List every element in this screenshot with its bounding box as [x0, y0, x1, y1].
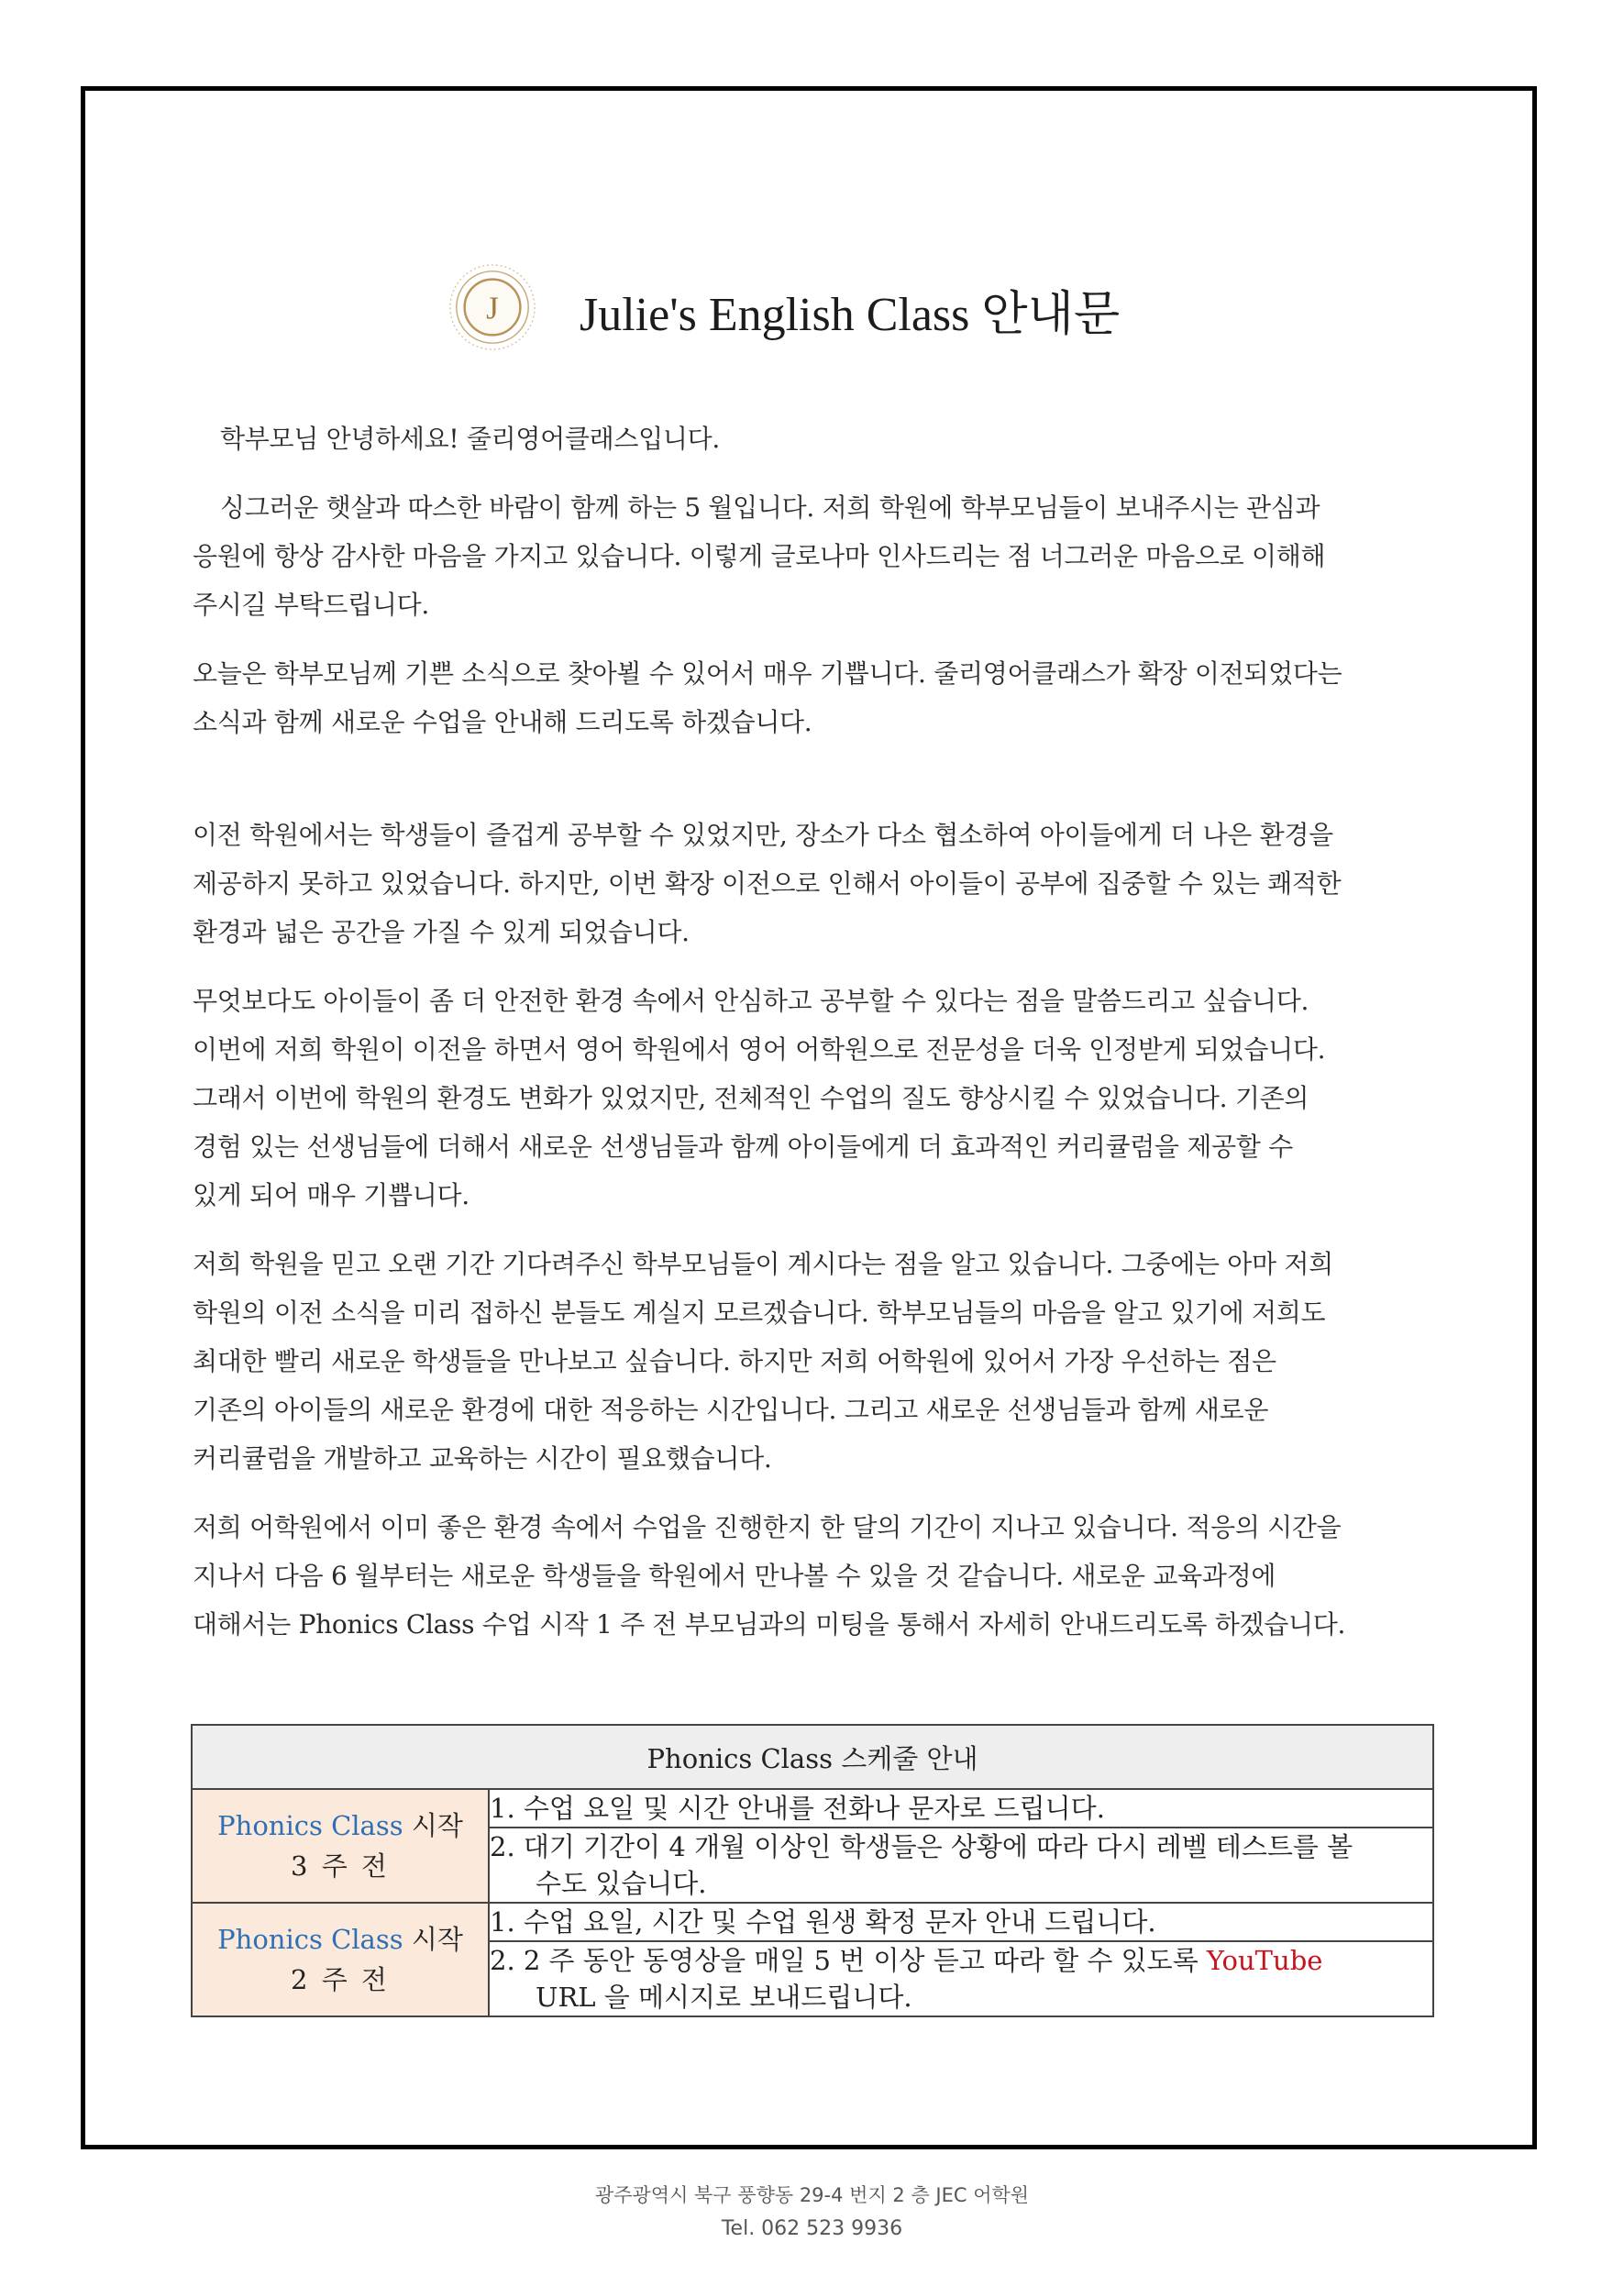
page-title: Julie's English Class 안내문 — [580, 289, 1121, 341]
paragraph-may-greeting: 싱그러운 햇살과 따스한 바람이 함께 하는 5 월입니다. 저희 학원에 학부모님들이 보내주시는 관심과 응원에 항상 감사한 마음을 가지고 있습니다. 이렇게 글로나마 인사드리는 점 너그러운 마음으로 이해해 주시길 부탁드립니다. — [193, 492, 1326, 620]
schedule-table-title: Phonics Class 스케줄 안내 — [192, 1725, 1433, 1789]
schedule-label-3-weeks: Phonics Class 시작 3 주 전 — [192, 1789, 489, 1903]
letter-header — [0, 183, 1624, 339]
julie-logo-icon — [447, 262, 537, 352]
footer-address: 광주광역시 북구 풍향동 29-4 번지 2 층 JEC 어학원 — [594, 2184, 1030, 2206]
greeting: 학부모님 안녕하세요! 줄리영어클래스입니다. — [220, 424, 720, 454]
letter-body — [193, 414, 1449, 1649]
schedule-label-2-weeks: Phonics Class 시작 2 주 전 — [192, 1903, 489, 2016]
schedule-item: 2. 대기 기간이 4 개월 이상인 학생들은 상황에 따라 다시 레벨 테스트를 볼 수도 있습니다. — [489, 1828, 1433, 1903]
logo-letter: J — [486, 290, 499, 326]
paragraph-announcement: 오늘은 학부모님께 기쁜 소식으로 찾아뵐 수 있어서 매우 기쁩니다. 줄리영어클래스가 확장 이전되었다는 소식과 함께 새로운 수업을 안내해 드리도록 하겠습니다. — [193, 658, 1342, 737]
schedule-item: 2. 2 주 동안 동영상을 매일 5 번 이상 듣고 따라 할 수 있도록 YouTube URL 을 메시지로 보내드립니다. — [489, 1941, 1433, 2016]
footer-tel: Tel. 062 523 9936 — [721, 2217, 903, 2240]
schedule-item: 1. 수업 요일, 시간 및 수업 원생 확정 문자 안내 드립니다. — [489, 1903, 1433, 1941]
paragraph-safety: 무엇보다도 아이들이 좀 더 안전한 환경 속에서 안심하고 공부할 수 있다는 점을 말씀드리고 싶습니다. 이번에 저희 학원이 이전을 하면서 영어 학원에서 영어 어학원으로 전문성을 더욱 인정받게 되었습니다. 그래서 이번에 학원의 환경도 변화가 있었지만, 전체적인 수업의 질도 향상시킬 수 있었습니다. 기존의 경험 있는 선생님들에 더해서 새로운 선생님들과 함께 아이들에게 더 효과적인 커리큘럼을 제공할 수 있게 되어 매우 기쁩니다. — [193, 986, 1326, 1210]
paragraph-previous-academy: 이전 학원에서는 학생들이 즐겁게 공부할 수 있었지만, 장소가 다소 협소하여 아이들에게 더 나은 환경을 제공하지 못하고 있었습니다. 하지만, 이번 확장 이전으로 인해서 아이들이 공부에 집중할 수 있는 쾌적한 환경과 넓은 공간을 가질 수 있게 되었습니다. — [193, 820, 1342, 947]
youtube-link-text: YouTube — [1206, 1945, 1323, 1976]
paragraph-new-students: 저희 어학원에서 이미 좋은 환경 속에서 수업을 진행한지 한 달의 기간이 지나고 있습니다. 적응의 시간을 지나서 다음 6 월부터는 새로운 학생들을 학원에서 만나볼 수 있을 것 같습니다. 새로운 교육과정에 대해서는 Phonics Class 수업 시작 1 주 전 부모님과의 미팅을 통해서 자세히 안내드리도록 하겠습니다. — [193, 1512, 1346, 1640]
schedule-table — [191, 1724, 1434, 2017]
schedule-item: 1. 수업 요일 및 시간 안내를 전화나 문자로 드립니다. — [489, 1789, 1433, 1828]
paragraph-waiting-parents: 저희 학원을 믿고 오랜 기간 기다려주신 학부모님들이 계시다는 점을 알고 있습니다. 그중에는 아마 저희 학원의 이전 소식을 미리 접하신 분들도 계실지 모르겠습니다. 학부모님들의 마음을 알고 있기에 저희도 최대한 빨리 새로운 학생들을 만나보고 싶습니다. 하지만 저희 어학원에 있어서 가장 우선하는 점은 기존의 아이들의 새로운 환경에 대한 적응하는 시간입니다. 그리고 새로운 선생님들과 함께 새로운 커리큘럼을 개발하고 교육하는 시간이 필요했습니다. — [193, 1249, 1333, 1474]
